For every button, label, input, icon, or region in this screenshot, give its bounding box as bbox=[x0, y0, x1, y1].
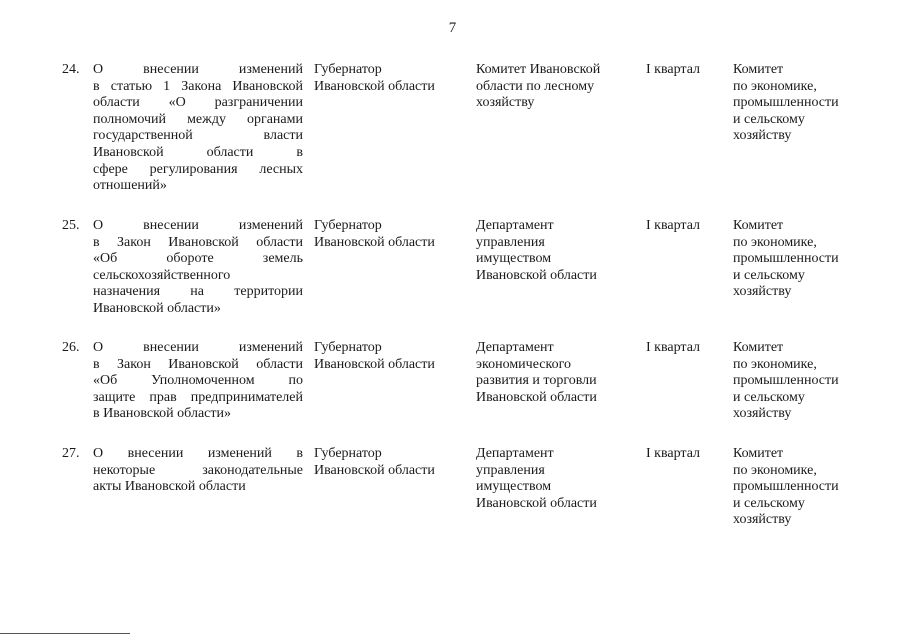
responsible-body-line: Ивановской области bbox=[476, 389, 597, 405]
responsible-committee-line: промышленности bbox=[733, 251, 839, 267]
responsible-body-line: развития и торговли bbox=[476, 373, 597, 389]
bill-title-line: в Ивановской области» bbox=[93, 406, 231, 422]
responsible-body-line: Департамент bbox=[476, 218, 554, 233]
bill-title-line: назначения на территории bbox=[93, 284, 303, 300]
bill-number: 25. bbox=[62, 218, 80, 233]
submission-term: I квартал bbox=[646, 62, 701, 77]
bill-title-line: О внесении изменений bbox=[93, 218, 303, 233]
page-number: 7 bbox=[448, 20, 457, 36]
responsible-body-line: области по лесному bbox=[476, 78, 595, 94]
bill-author bbox=[314, 62, 464, 95]
bill-title-line: защите прав предпринимателей bbox=[93, 389, 303, 405]
responsible-committee-line: хозяйству bbox=[733, 284, 792, 300]
responsible-committee bbox=[733, 62, 863, 145]
responsible-committee-line: Комитет bbox=[733, 62, 784, 77]
responsible-body-line: экономического bbox=[476, 356, 571, 372]
bill-title bbox=[93, 62, 303, 195]
responsible-body bbox=[476, 446, 626, 512]
bill-title-line: полномочий между органами bbox=[93, 111, 303, 127]
bill-author-line: Ивановской области bbox=[314, 356, 435, 372]
responsible-committee-line: хозяйству bbox=[733, 128, 792, 144]
responsible-body-line: имуществом bbox=[476, 479, 552, 495]
responsible-body bbox=[476, 340, 626, 406]
responsible-committee-line: по экономике, bbox=[733, 356, 817, 372]
bill-title bbox=[93, 446, 303, 496]
bill-title-line: области «О разграничении bbox=[93, 95, 303, 111]
bill-title-line: «Об Уполномоченном по bbox=[93, 373, 303, 389]
bill-number: 27. bbox=[62, 446, 80, 461]
responsible-committee bbox=[733, 446, 863, 529]
responsible-committee-line: промышленности bbox=[733, 479, 839, 495]
responsible-committee-line: промышленности bbox=[733, 373, 839, 389]
responsible-committee-line: по экономике, bbox=[733, 462, 817, 478]
bill-number: 24. bbox=[62, 62, 80, 77]
bill-title-line: сельскохозяйственного bbox=[93, 267, 231, 283]
submission-term: I квартал bbox=[646, 340, 701, 355]
footer-rule bbox=[0, 633, 130, 634]
bill-title bbox=[93, 340, 303, 423]
bill-author bbox=[314, 218, 464, 251]
bill-title-line: Ивановской области в bbox=[93, 144, 303, 160]
bill-author-line: Ивановской области bbox=[314, 78, 435, 94]
responsible-committee-line: по экономике, bbox=[733, 78, 817, 94]
responsible-body-line: Департамент bbox=[476, 446, 554, 461]
responsible-committee-line: и сельскому bbox=[733, 495, 805, 511]
responsible-committee-line: хозяйству bbox=[733, 512, 792, 528]
bill-author bbox=[314, 446, 464, 479]
responsible-committee-line: и сельскому bbox=[733, 389, 805, 405]
bill-title-line: Ивановской области» bbox=[93, 300, 221, 316]
responsible-committee-line: Комитет bbox=[733, 218, 784, 233]
bill-title-line: акты Ивановской области bbox=[93, 479, 246, 495]
submission-term: I квартал bbox=[646, 446, 701, 461]
bill-author bbox=[314, 340, 464, 373]
bill-author-line: Губернатор bbox=[314, 340, 382, 355]
responsible-body-line: управления bbox=[476, 462, 545, 478]
responsible-committee-line: по экономике, bbox=[733, 234, 817, 250]
bill-title-line: О внесении изменений bbox=[93, 62, 303, 77]
bill-title-line: О внесении изменений в bbox=[93, 446, 303, 461]
bill-title-line: сфере регулирования лесных bbox=[93, 161, 303, 177]
responsible-committee-line: хозяйству bbox=[733, 406, 792, 422]
responsible-committee-line: и сельскому bbox=[733, 267, 805, 283]
bill-title-line: О внесении изменений bbox=[93, 340, 303, 355]
responsible-committee-line: Комитет bbox=[733, 446, 784, 461]
bill-title-line: в Закон Ивановской области bbox=[93, 356, 303, 372]
responsible-committee-line: и сельскому bbox=[733, 111, 805, 127]
responsible-body-line: Ивановской области bbox=[476, 267, 597, 283]
responsible-committee-line: промышленности bbox=[733, 95, 839, 111]
submission-term: I квартал bbox=[646, 218, 701, 233]
bill-title-line: в статью 1 Закона Ивановской bbox=[93, 78, 303, 94]
bill-title-line: отношений» bbox=[93, 178, 167, 194]
responsible-committee bbox=[733, 218, 863, 301]
bill-author-line: Ивановской области bbox=[314, 462, 435, 478]
bill-title-line: государственной власти bbox=[93, 128, 303, 144]
bill-title-line: «Об обороте земель bbox=[93, 251, 303, 267]
responsible-body-line: управления bbox=[476, 234, 545, 250]
bill-author-line: Губернатор bbox=[314, 218, 382, 233]
responsible-committee bbox=[733, 340, 863, 423]
bill-title-line: некоторые законодательные bbox=[93, 462, 303, 478]
responsible-body-line: Комитет Ивановской bbox=[476, 62, 601, 77]
bill-number: 26. bbox=[62, 340, 80, 355]
responsible-body bbox=[476, 62, 626, 112]
responsible-body-line: Ивановской области bbox=[476, 495, 597, 511]
responsible-body-line: Департамент bbox=[476, 340, 554, 355]
responsible-body-line: хозяйству bbox=[476, 95, 535, 111]
bill-title bbox=[93, 218, 303, 318]
responsible-committee-line: Комитет bbox=[733, 340, 784, 355]
bill-author-line: Губернатор bbox=[314, 446, 382, 461]
bill-author-line: Губернатор bbox=[314, 62, 382, 77]
responsible-body-line: имуществом bbox=[476, 251, 552, 267]
responsible-body bbox=[476, 218, 626, 284]
bill-author-line: Ивановской области bbox=[314, 234, 435, 250]
bill-title-line: в Закон Ивановской области bbox=[93, 234, 303, 250]
